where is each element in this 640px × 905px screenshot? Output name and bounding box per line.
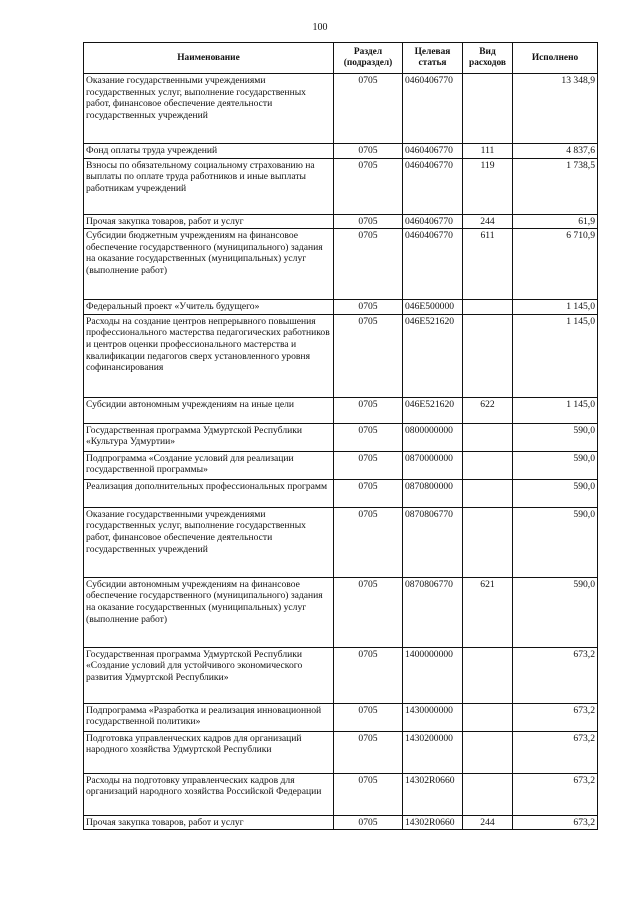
cell-kind: 621 — [463, 577, 513, 647]
cell-name: Расходы на подготовку управленческих кадров для организаций народного хозяйства Российской Федерации — [84, 773, 334, 815]
cell-amount: 6 710,9 — [513, 229, 598, 300]
cell-section: 0705 — [334, 214, 403, 229]
cell-amount: 590,0 — [513, 479, 598, 507]
cell-target: 0460406770 — [403, 229, 463, 300]
cell-kind — [463, 731, 513, 773]
cell-target: 1400000000 — [403, 647, 463, 703]
cell-target: 0800000000 — [403, 423, 463, 451]
table-header-row — [84, 43, 598, 74]
cell-section: 0705 — [334, 647, 403, 703]
cell-target: 0870806770 — [403, 577, 463, 647]
page-number: 100 — [312, 22, 328, 33]
cell-kind — [463, 423, 513, 451]
table-row — [84, 158, 598, 214]
table-row — [84, 397, 598, 423]
table-row — [84, 214, 598, 229]
cell-amount: 1 145,0 — [513, 314, 598, 397]
cell-kind: 244 — [463, 214, 513, 229]
cell-section: 0705 — [334, 314, 403, 397]
table-row — [84, 507, 598, 577]
cell-name: Подпрограмма «Создание условий для реализации государственной программы» — [84, 451, 334, 479]
cell-name: Государственная программа Удмуртской Республики «Создание условий для устойчивого экономического развития Удмуртской Республики» — [84, 647, 334, 703]
cell-section: 0705 — [334, 815, 403, 830]
cell-name: Прочая закупка товаров, работ и услуг — [84, 815, 334, 830]
cell-name: Расходы на создание центров непрерывного повышения профессионального мастерства педагогических работников и центров оценки профессионального мастерства и квалификации педагогов сверх установленного уровня софинансирования — [84, 314, 334, 397]
cell-kind — [463, 451, 513, 479]
cell-target: 0460406770 — [403, 144, 463, 159]
cell-target: 046Е500000 — [403, 300, 463, 315]
cell-section: 0705 — [334, 423, 403, 451]
cell-name: Оказание государственными учреждениями государственных услуг, выполнение государственных работ, финансовое обеспечение деятельности государственных учреждений — [84, 507, 334, 577]
cell-kind — [463, 314, 513, 397]
budget-table — [83, 42, 598, 830]
cell-kind: 622 — [463, 397, 513, 423]
cell-name: Прочая закупка товаров, работ и услуг — [84, 214, 334, 229]
cell-amount: 673,2 — [513, 647, 598, 703]
cell-target: 14302R0660 — [403, 815, 463, 830]
cell-kind — [463, 479, 513, 507]
table-row — [84, 74, 598, 144]
cell-target: 1430000000 — [403, 703, 463, 731]
table-row — [84, 577, 598, 647]
cell-section: 0705 — [334, 397, 403, 423]
cell-amount: 590,0 — [513, 451, 598, 479]
cell-amount: 673,2 — [513, 815, 598, 830]
cell-kind — [463, 74, 513, 144]
cell-amount: 590,0 — [513, 507, 598, 577]
cell-kind — [463, 300, 513, 315]
cell-section: 0705 — [334, 577, 403, 647]
cell-name: Оказание государственными учреждениями государственных услуг, выполнение государственных работ, финансовое обеспечение деятельности государственных учреждений — [84, 74, 334, 144]
table-row — [84, 773, 598, 815]
cell-section: 0705 — [334, 479, 403, 507]
cell-target: 0870000000 — [403, 451, 463, 479]
cell-name: Субсидии бюджетным учреждениям на финансовое обеспечение государственного (муниципального) задания на оказание государственных (муниципальных) услуг (выполнение работ) — [84, 229, 334, 300]
cell-target: 046Е521620 — [403, 314, 463, 397]
cell-name: Субсидии автономным учреждениям на финансовое обеспечение государственного (муниципального) задания на оказание государственных (муниципальных) услуг (выполнение работ) — [84, 577, 334, 647]
table-row — [84, 647, 598, 703]
cell-target: 0460406770 — [403, 158, 463, 214]
cell-name: Федеральный проект «Учитель будущего» — [84, 300, 334, 315]
cell-amount: 1 145,0 — [513, 300, 598, 315]
cell-kind: 119 — [463, 158, 513, 214]
table-row — [84, 300, 598, 315]
table-row — [84, 229, 598, 300]
cell-kind — [463, 507, 513, 577]
cell-kind: 244 — [463, 815, 513, 830]
table-body — [84, 74, 598, 830]
cell-target: 0460406770 — [403, 214, 463, 229]
table-row — [84, 423, 598, 451]
cell-name: Реализация дополнительных профессиональных программ — [84, 479, 334, 507]
table-row — [84, 314, 598, 397]
cell-name: Государственная программа Удмуртской Республики «Культура Удмуртии» — [84, 423, 334, 451]
cell-name: Взносы по обязательному социальному страхованию на выплаты по оплате труда работников и иные выплаты работникам учреждений — [84, 158, 334, 214]
cell-amount: 673,2 — [513, 703, 598, 731]
cell-kind: 611 — [463, 229, 513, 300]
cell-section: 0705 — [334, 158, 403, 214]
cell-amount: 590,0 — [513, 423, 598, 451]
cell-target: 0870800000 — [403, 479, 463, 507]
table-row — [84, 479, 598, 507]
cell-amount: 590,0 — [513, 577, 598, 647]
cell-amount: 673,2 — [513, 773, 598, 815]
cell-target: 1430200000 — [403, 731, 463, 773]
cell-kind — [463, 647, 513, 703]
cell-kind — [463, 773, 513, 815]
cell-amount: 1 738,5 — [513, 158, 598, 214]
cell-section: 0705 — [334, 731, 403, 773]
cell-section: 0705 — [334, 773, 403, 815]
header-section: Раздел (подраздел) — [334, 43, 403, 74]
cell-name: Подпрограмма «Разработка и реализация инновационной государственной политики» — [84, 703, 334, 731]
cell-section: 0705 — [334, 507, 403, 577]
cell-amount: 1 145,0 — [513, 397, 598, 423]
table-row — [84, 815, 598, 830]
cell-section: 0705 — [334, 300, 403, 315]
cell-section: 0705 — [334, 144, 403, 159]
cell-amount: 13 348,9 — [513, 74, 598, 144]
cell-section: 0705 — [334, 451, 403, 479]
cell-section: 0705 — [334, 74, 403, 144]
cell-amount: 4 837,6 — [513, 144, 598, 159]
cell-target: 0870806770 — [403, 507, 463, 577]
cell-kind — [463, 703, 513, 731]
cell-name: Фонд оплаты труда учреждений — [84, 144, 334, 159]
cell-target: 0460406770 — [403, 74, 463, 144]
cell-name: Подготовка управленческих кадров для организаций народного хозяйства Удмуртской Республики — [84, 731, 334, 773]
cell-section: 0705 — [334, 229, 403, 300]
cell-target: 046Е521620 — [403, 397, 463, 423]
cell-name: Субсидии автономным учреждениям на иные цели — [84, 397, 334, 423]
table-row — [84, 731, 598, 773]
table-row — [84, 144, 598, 159]
cell-amount: 61,9 — [513, 214, 598, 229]
cell-target: 14302R0660 — [403, 773, 463, 815]
header-amount: Исполнено — [513, 43, 598, 74]
header-target: Целевая статья — [403, 43, 463, 74]
header-kind: Вид расходов — [463, 43, 513, 74]
header-name: Наименование — [84, 43, 334, 74]
cell-section: 0705 — [334, 703, 403, 731]
cell-amount: 673,2 — [513, 731, 598, 773]
table-row — [84, 703, 598, 731]
cell-kind: 111 — [463, 144, 513, 159]
table-row — [84, 451, 598, 479]
